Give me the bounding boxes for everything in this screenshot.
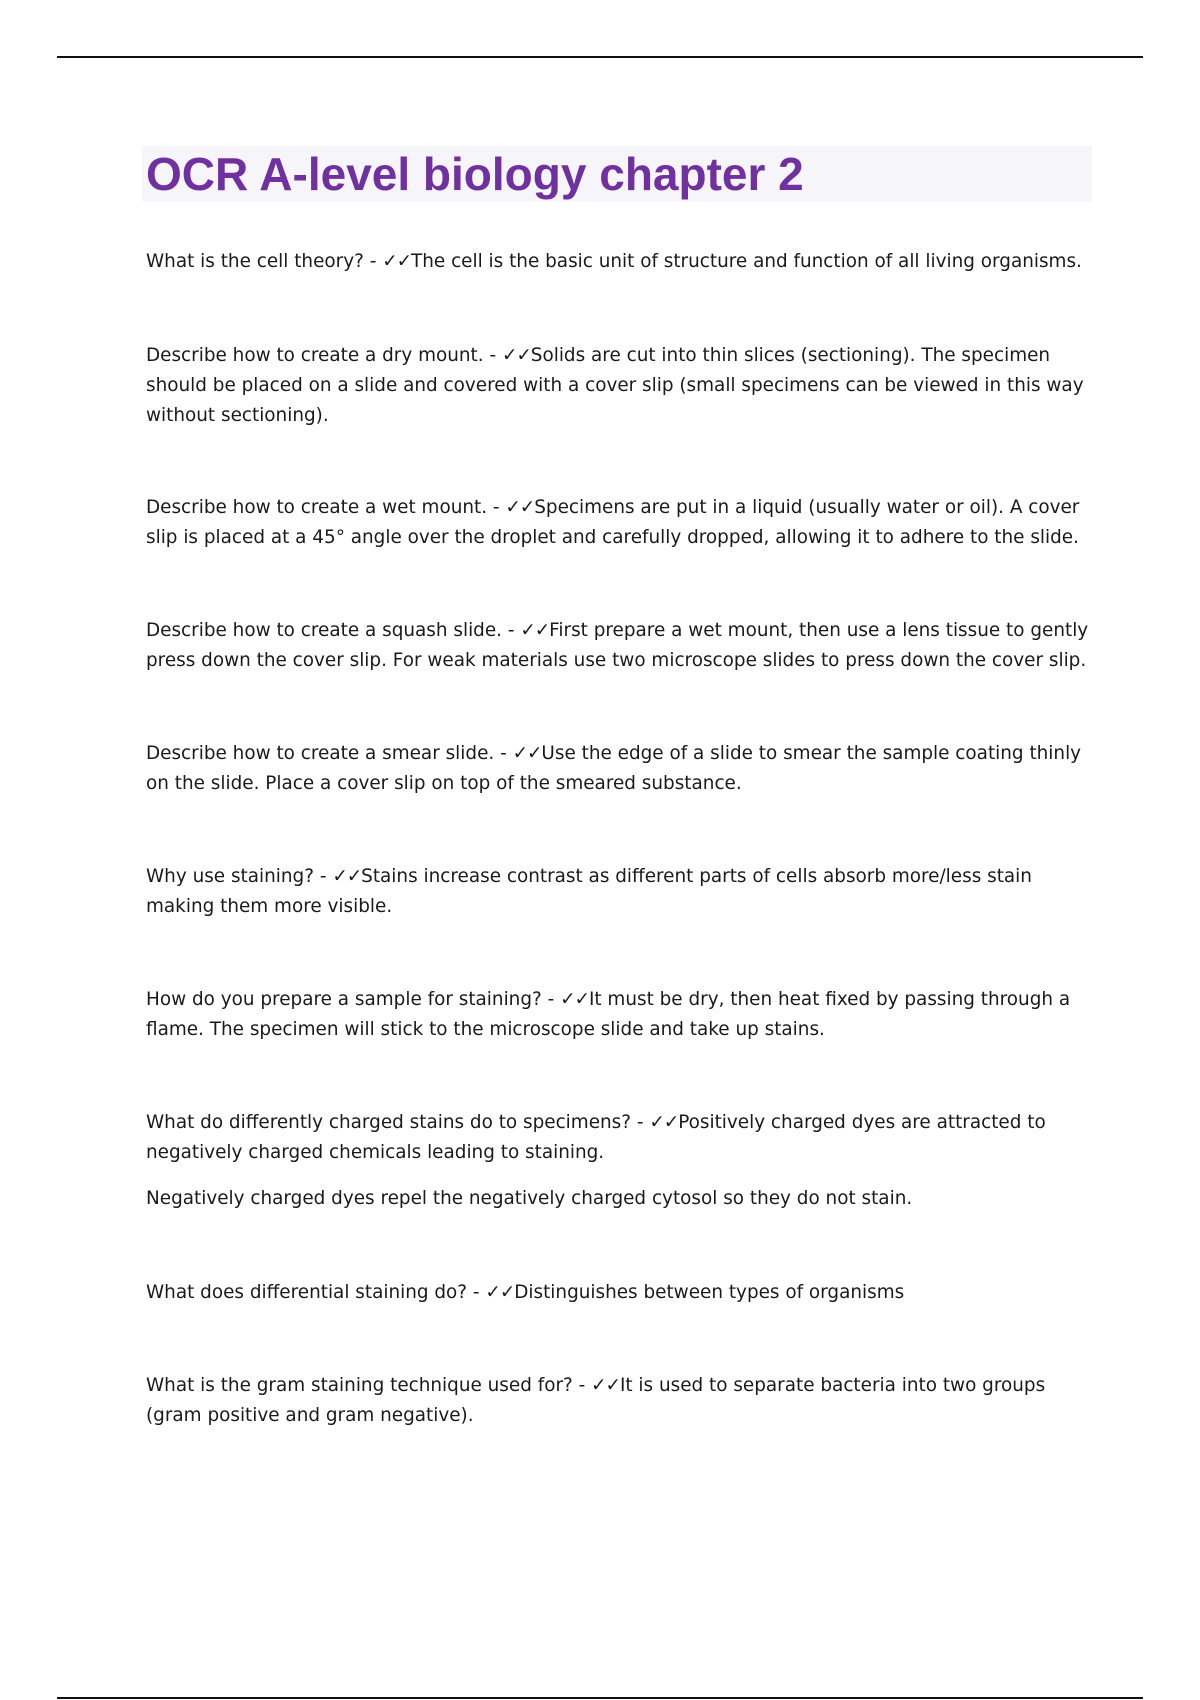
qa-item-squash-slide bbox=[146, 616, 1096, 676]
answer-text: Solids are cut into thin slices (sectioning). The specimen should be placed on a slide and covered with a cover slip (small specimens can be viewed in this way without sectioning). bbox=[146, 345, 1084, 426]
separator: - bbox=[572, 1375, 592, 1396]
qa-item-prepare-staining bbox=[146, 985, 1096, 1045]
question-text: Why use staining? bbox=[146, 866, 314, 887]
question-text: What is the cell theory? bbox=[146, 251, 364, 272]
qa-item-cell-theory bbox=[146, 247, 1096, 277]
qa-item-smear-slide bbox=[146, 739, 1096, 799]
question-text: Describe how to create a dry mount. bbox=[146, 345, 484, 366]
double-check-icon: ✓✓ bbox=[485, 1282, 515, 1303]
qa-continuation-text: Negatively charged dyes repel the negatively charged cytosol so they do not stain. bbox=[146, 1188, 913, 1209]
question-text: What do differently charged stains do to specimens? bbox=[146, 1112, 632, 1133]
answer-text: Use the edge of a slide to smear the sample coating thinly on the slide. Place a cover slip on top of the smeared substance. bbox=[146, 743, 1082, 794]
double-check-icon: ✓✓ bbox=[501, 345, 531, 366]
answer-text: Positively charged dyes are attracted to negatively charged chemicals leading to staining. bbox=[146, 1112, 1046, 1163]
question-text: How do you prepare a sample for staining? bbox=[146, 989, 542, 1010]
double-check-icon: ✓✓ bbox=[520, 620, 550, 641]
double-check-icon: ✓✓ bbox=[560, 989, 589, 1010]
double-check-icon: ✓✓ bbox=[649, 1112, 679, 1133]
answer-text: First prepare a wet mount, then use a lens tissue to gently press down the cover slip. For weak materials use two microscope slides to press down the cover slip. bbox=[146, 620, 1089, 671]
qa-item-gram-staining bbox=[146, 1371, 1096, 1431]
page-title: OCR A-level biology chapter 2 bbox=[146, 148, 804, 200]
separator: - bbox=[467, 1282, 486, 1303]
separator: - bbox=[541, 989, 561, 1010]
qa-item-why-staining bbox=[146, 862, 1096, 922]
qa-item-differential-staining bbox=[146, 1278, 1096, 1308]
answer-text: The cell is the basic unit of structure and function of all living organisms. bbox=[411, 251, 1082, 272]
separator: - bbox=[487, 497, 506, 518]
question-text: Describe how to create a wet mount. bbox=[146, 497, 488, 518]
separator: - bbox=[363, 251, 383, 272]
question-text: Describe how to create a squash slide. bbox=[146, 620, 503, 641]
bottom-rule bbox=[57, 1697, 1143, 1699]
double-check-icon: ✓✓ bbox=[382, 251, 412, 272]
qa-item-charged-stains bbox=[146, 1108, 1096, 1168]
separator: - bbox=[494, 743, 513, 764]
qa-item-dry-mount bbox=[146, 341, 1096, 431]
answer-text: Specimens are put in a liquid (usually water or oil). A cover slip is placed at a 45° angle over the droplet and carefully dropped, allowing it to adhere to the slide. bbox=[146, 497, 1080, 548]
answer-text: It is used to separate bacteria into two groups (gram positive and gram negative). bbox=[146, 1375, 1046, 1426]
question-text: What does differential staining do? bbox=[146, 1282, 468, 1303]
double-check-icon: ✓✓ bbox=[332, 866, 362, 887]
double-check-icon: ✓✓ bbox=[591, 1375, 620, 1396]
question-text: Describe how to create a smear slide. bbox=[146, 743, 495, 764]
separator: - bbox=[314, 866, 333, 887]
separator: - bbox=[502, 620, 521, 641]
answer-text: Distinguishes between types of organisms bbox=[514, 1282, 905, 1303]
separator: - bbox=[631, 1112, 650, 1133]
top-rule bbox=[57, 56, 1143, 58]
qa-item-wet-mount bbox=[146, 493, 1096, 553]
answer-text: It must be dry, then heat fixed by passing through a flame. The specimen will stick to the microscope slide and take up stains. bbox=[146, 989, 1071, 1040]
double-check-icon: ✓✓ bbox=[512, 743, 542, 764]
answer-text: Stains increase contrast as different parts of cells absorb more/less stain making them more visible. bbox=[146, 866, 1032, 917]
question-text: What is the gram staining technique used for? bbox=[146, 1375, 573, 1396]
separator: - bbox=[483, 345, 502, 366]
double-check-icon: ✓✓ bbox=[505, 497, 535, 518]
